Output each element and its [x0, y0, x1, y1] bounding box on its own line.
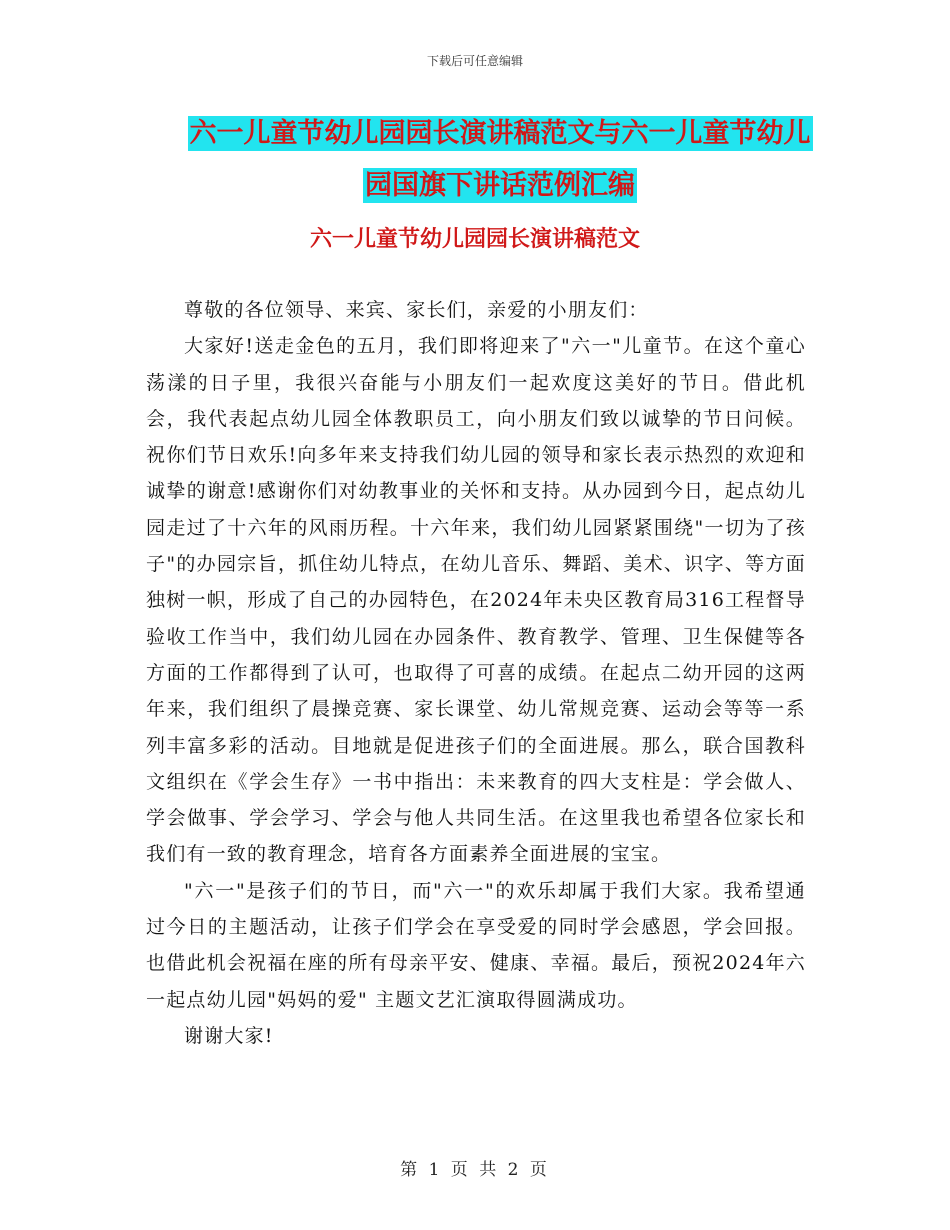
document-title-line-1: 六一儿童节幼儿园园长演讲稿范文与六一儿童节幼儿 — [189, 118, 811, 149]
paragraph-greeting: 尊敬的各位领导、来宾、家长们，亲爱的小朋友们： — [184, 299, 649, 321]
body-text — [146, 292, 806, 1054]
section-title: 六一儿童节幼儿园园长演讲稿范文 — [309, 227, 640, 252]
page-number-footer: 第 1 页 共 2 页 — [400, 1160, 550, 1180]
document-title-line-2: 园国旗下讲话范例汇编 — [365, 170, 635, 201]
document-title — [140, 108, 860, 212]
header-note: 下载后可任意编辑 — [426, 54, 523, 68]
paragraph-main: 大家好!送走金色的五月，我们即将迎来了"六一"儿童节。在这个童心荡漾的日子里，我很兴奋能与小朋友们一起欢度这美好的节日。借此机会，我代表起点幼儿园全体教职员工，向小朋友们致以诚挚的节日问候。祝你们节日欢乐!向多年来支持我们幼儿园的领导和家长表示热烈的欢迎和诚挚的谢意!感谢你们对幼教事业的关怀和支持。从办园到今日，起点幼儿园走过了十六年的风雨历程。十六年来，我们幼儿园紧紧围绕"一切为了孩子"的办园宗旨，抓住幼儿特点，在幼儿音乐、舞蹈、美术、识字、等方面独树一帜，形成了自己的办园特色，在2024年未央区教育局316工程督导验收工作当中，我们幼儿园在办园条件、教育教学、管理、卫生保健等各方面的工作都得到了认可，也取得了可喜的成绩。在起点二幼开园的这两年来，我们组织了晨操竞赛、家长课堂、幼儿常规竞赛、运动会等等一系列丰富多彩的活动。目地就是促进孩子们的全面进展。那么，联合国教科文组织在《学会生存》一书中指出：未来教育的四大支柱是：学会做人、学会做事、学会学习、学会与他人共同生活。在这里我也希望各位家长和我们有一致的教育理念，培育各方面素养全面进展的宝宝。 — [146, 335, 806, 866]
paragraph-closing: "六一"是孩子们的节日，而"六一"的欢乐却属于我们大家。我希望通过今日的主题活动，让孩子们学会在享受爱的同时学会感恩，学会回报。也借此机会祝福在座的所有母亲平安、健康、幸福。最后，预祝2024年六一起点幼儿园"妈妈的爱" 主题文艺汇演取得圆满成功。 — [146, 879, 806, 1011]
paragraph-thanks: 谢谢大家! — [184, 1024, 274, 1047]
